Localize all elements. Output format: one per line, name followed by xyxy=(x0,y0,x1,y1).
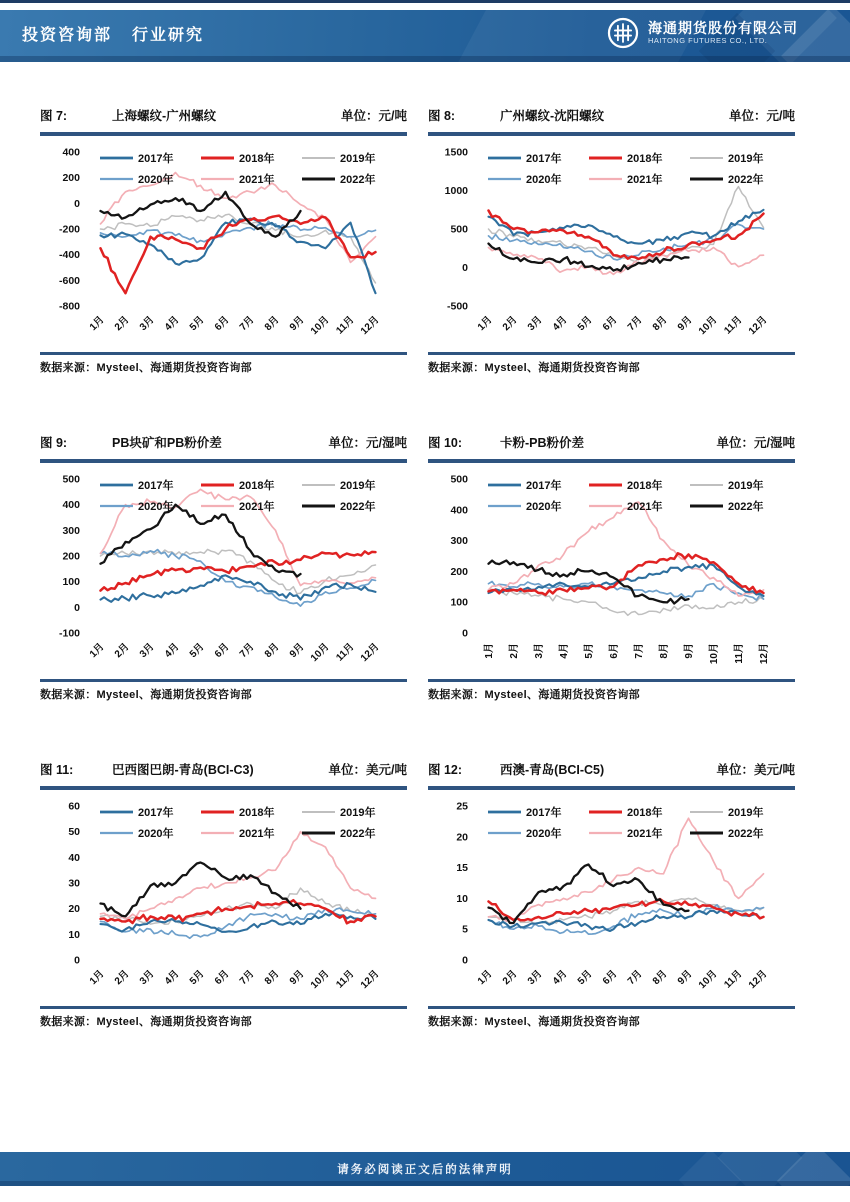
x-tick-label: 5月 xyxy=(187,967,207,987)
line-chart-figure-12 xyxy=(428,792,795,1004)
x-tick-label: 7月 xyxy=(625,967,645,987)
company-name-en: HAITONG FUTURES CO., LTD. xyxy=(648,35,768,45)
x-tick-label: 7月 xyxy=(237,313,257,333)
figure-title: 广州螺纹-沈阳螺纹 xyxy=(500,109,605,123)
x-tick-label: 12月 xyxy=(358,640,382,664)
legend-label: 2019年 xyxy=(340,806,376,819)
figure-title: PB块矿和PB粉价差 xyxy=(112,436,222,450)
x-tick-label: 1月 xyxy=(484,642,495,659)
series-line-2022年 xyxy=(101,504,301,576)
x-tick-label: 10月 xyxy=(308,313,332,337)
x-tick-label: 2月 xyxy=(112,967,132,987)
y-tick-label: -800 xyxy=(58,300,80,312)
y-tick-label: 100 xyxy=(450,596,468,609)
x-tick-label: 5月 xyxy=(187,640,207,660)
x-tick-label: 3月 xyxy=(525,967,545,987)
y-tick-label: 60 xyxy=(68,800,80,812)
x-tick-label: 7月 xyxy=(634,642,645,659)
x-tick-label: 2月 xyxy=(500,967,520,987)
x-tick-label: 9月 xyxy=(287,640,307,660)
x-tick-label: 9月 xyxy=(287,967,307,987)
y-tick-label: -600 xyxy=(58,274,80,287)
y-tick-label: 0 xyxy=(74,197,80,210)
series-line-2018年 xyxy=(101,215,376,293)
chart-title-row xyxy=(428,106,795,130)
x-tick-label: 11月 xyxy=(722,967,745,991)
legend-label: 2021年 xyxy=(627,173,663,186)
x-tick-label: 10月 xyxy=(709,642,720,664)
header-section: 行业研究 xyxy=(132,26,205,44)
chart-block-figure-11 xyxy=(40,760,407,1029)
legend-label: 2019年 xyxy=(340,152,376,165)
y-tick-label: 40 xyxy=(68,851,80,864)
disclaimer-text: 请务必阅读正文后的法律声明 xyxy=(337,1164,513,1176)
charts-grid xyxy=(0,106,850,1029)
legend-label: 2020年 xyxy=(138,500,174,513)
page-top-border xyxy=(0,0,850,3)
y-tick-label: 0 xyxy=(74,954,80,966)
data-source: 数据来源：Mysteel、海通期货投资咨询部 xyxy=(40,1016,252,1028)
legend-label: 2018年 xyxy=(627,806,663,819)
y-tick-label: 5 xyxy=(462,923,468,936)
legend-label: 2020年 xyxy=(526,827,562,840)
legend-label: 2021年 xyxy=(239,500,275,513)
x-tick-label: 12月 xyxy=(358,313,382,337)
x-tick-label: 6月 xyxy=(609,642,620,659)
x-tick-label: 7月 xyxy=(237,967,257,987)
y-tick-label: 0 xyxy=(74,601,80,614)
legend-label: 2018年 xyxy=(627,479,663,492)
x-tick-label: 11月 xyxy=(334,313,357,337)
legend-label: 2017年 xyxy=(138,152,174,165)
line-chart-figure-8 xyxy=(428,138,795,350)
x-tick-label: 5月 xyxy=(575,967,595,987)
legend-label: 2021年 xyxy=(239,173,275,186)
x-tick-label: 9月 xyxy=(675,967,695,987)
company-logo xyxy=(606,10,798,56)
legend-label: 2022年 xyxy=(340,500,376,513)
legend-label: 2019年 xyxy=(728,152,764,165)
line-chart-figure-9 xyxy=(40,465,407,677)
figure-unit: 单位：元/吨 xyxy=(729,109,795,123)
legend-label: 2018年 xyxy=(239,479,275,492)
chart-block-figure-9 xyxy=(40,433,407,702)
series-line-2022年 xyxy=(101,191,301,236)
header-department: 投资咨询部 xyxy=(22,26,113,44)
x-tick-label: 1月 xyxy=(475,313,495,333)
divider-rule xyxy=(428,786,795,790)
figure-label: 图 10: xyxy=(428,436,463,450)
x-tick-label: 6月 xyxy=(212,967,232,987)
figure-unit: 单位：美元/吨 xyxy=(328,763,407,777)
company-name xyxy=(648,21,798,45)
x-tick-label: 10月 xyxy=(308,967,332,991)
chart-title-row xyxy=(428,760,795,784)
line-chart-figure-10 xyxy=(428,465,795,677)
divider-rule xyxy=(428,132,795,136)
legend-label: 2022年 xyxy=(340,827,376,840)
y-tick-label: 200 xyxy=(450,565,468,578)
y-tick-label: 500 xyxy=(450,223,468,235)
chart-title-row xyxy=(40,760,407,784)
figure-label: 图 9: xyxy=(40,436,68,450)
x-tick-label: 1月 xyxy=(87,967,107,987)
page-footer xyxy=(0,1152,850,1186)
x-tick-label: 6月 xyxy=(212,640,232,660)
x-tick-label: 11月 xyxy=(734,642,745,664)
y-tick-label: -500 xyxy=(446,300,468,312)
y-tick-label: -200 xyxy=(58,223,80,235)
x-tick-label: 4月 xyxy=(162,313,182,333)
company-name-cn: 海通期货股份有限公司 xyxy=(648,20,798,37)
figure-title: 卡粉-PB粉价差 xyxy=(500,436,585,450)
data-source: 数据来源：Mysteel、海通期货投资咨询部 xyxy=(428,362,640,374)
series-line-2019年 xyxy=(489,186,764,261)
x-tick-label: 9月 xyxy=(684,642,695,659)
x-tick-label: 4月 xyxy=(550,313,570,333)
series-line-2022年 xyxy=(489,560,689,603)
x-tick-label: 2月 xyxy=(112,640,132,660)
legend-label: 2020年 xyxy=(138,827,174,840)
x-tick-label: 8月 xyxy=(650,967,670,987)
x-tick-label: 4月 xyxy=(559,642,570,659)
y-tick-label: 200 xyxy=(62,550,80,562)
x-tick-label: 2月 xyxy=(509,642,520,659)
header-titles xyxy=(22,10,204,56)
legend-label: 2022年 xyxy=(728,827,764,840)
y-tick-label: 400 xyxy=(62,498,80,511)
legend-label: 2019年 xyxy=(340,479,376,492)
legend-label: 2022年 xyxy=(728,173,764,186)
page-header xyxy=(0,10,850,62)
x-tick-label: 10月 xyxy=(696,313,720,337)
legend-label: 2022年 xyxy=(340,173,376,186)
legend-label: 2018年 xyxy=(239,152,275,165)
y-tick-label: 50 xyxy=(68,825,80,838)
x-tick-label: 6月 xyxy=(212,313,232,333)
y-tick-label: 200 xyxy=(62,171,80,184)
chart-title-row xyxy=(428,433,795,457)
y-tick-label: 15 xyxy=(456,861,468,874)
divider-rule xyxy=(428,459,795,463)
y-tick-label: 300 xyxy=(450,534,468,547)
y-tick-label: 1000 xyxy=(444,184,468,197)
figure-unit: 单位：元/湿吨 xyxy=(328,436,407,450)
legend-label: 2020年 xyxy=(526,500,562,513)
legend-label: 2021年 xyxy=(627,500,663,513)
y-tick-label: 500 xyxy=(450,473,468,485)
legend-label: 2017年 xyxy=(138,806,174,819)
haitong-logo-icon xyxy=(606,16,640,50)
legend-label: 2022年 xyxy=(728,500,764,513)
y-tick-label: 300 xyxy=(62,524,80,537)
y-tick-label: -100 xyxy=(58,627,80,639)
figure-title: 上海螺纹-广州螺纹 xyxy=(112,109,217,123)
divider-rule xyxy=(40,132,407,136)
data-source: 数据来源：Mysteel、海通期货投资咨询部 xyxy=(428,689,640,701)
x-tick-label: 4月 xyxy=(162,640,182,660)
legend-label: 2017年 xyxy=(526,479,562,492)
figure-unit: 单位：美元/吨 xyxy=(716,763,795,777)
figure-label: 图 12: xyxy=(428,763,463,777)
figure-unit: 单位：元/吨 xyxy=(341,109,407,123)
legend-label: 2021年 xyxy=(239,827,275,840)
y-tick-label: 100 xyxy=(62,575,80,588)
legend-label: 2017年 xyxy=(138,479,174,492)
legend-label: 2020年 xyxy=(138,173,174,186)
x-tick-label: 7月 xyxy=(625,313,645,333)
x-tick-label: 12月 xyxy=(358,967,382,991)
chart-block-figure-7 xyxy=(40,106,407,375)
chart-block-figure-12 xyxy=(428,760,795,1029)
legend-label: 2019年 xyxy=(728,479,764,492)
y-tick-label: 10 xyxy=(456,892,468,905)
legend-label: 2019年 xyxy=(728,806,764,819)
x-tick-label: 10月 xyxy=(696,967,720,991)
y-tick-label: -400 xyxy=(58,248,80,261)
legend-label: 2017年 xyxy=(526,806,562,819)
y-tick-label: 10 xyxy=(68,928,80,941)
legend-label: 2017年 xyxy=(526,152,562,165)
x-tick-label: 7月 xyxy=(237,640,257,660)
legend-label: 2018年 xyxy=(627,152,663,165)
x-tick-label: 3月 xyxy=(137,640,157,660)
x-tick-label: 3月 xyxy=(137,967,157,987)
chart-block-figure-10 xyxy=(428,433,795,702)
divider-rule xyxy=(40,786,407,790)
figure-title: 西澳-青岛(BCI-C5) xyxy=(500,763,605,777)
x-tick-label: 2月 xyxy=(500,313,520,333)
y-tick-label: 1500 xyxy=(444,146,468,158)
y-tick-label: 30 xyxy=(68,877,80,889)
x-tick-label: 11月 xyxy=(722,313,745,337)
x-tick-label: 3月 xyxy=(525,313,545,333)
figure-label: 图 7: xyxy=(40,109,68,123)
y-tick-label: 400 xyxy=(62,146,80,158)
divider-rule xyxy=(40,459,407,463)
chart-title-row xyxy=(40,433,407,457)
figure-title: 巴西图巴朗-青岛(BCI-C3) xyxy=(112,763,254,777)
x-tick-label: 11月 xyxy=(334,640,357,664)
x-tick-label: 9月 xyxy=(287,313,307,333)
y-tick-label: 400 xyxy=(450,503,468,516)
line-chart-figure-11 xyxy=(40,792,407,1004)
line-chart-figure-7 xyxy=(40,138,407,350)
x-tick-label: 5月 xyxy=(187,313,207,333)
x-tick-label: 1月 xyxy=(475,967,495,987)
legend-label: 2018年 xyxy=(239,806,275,819)
x-tick-label: 11月 xyxy=(334,967,357,991)
data-source: 数据来源：Mysteel、海通期货投资咨询部 xyxy=(40,689,252,701)
legend-label: 2020年 xyxy=(526,173,562,186)
y-tick-label: 0 xyxy=(462,261,468,274)
x-tick-label: 3月 xyxy=(534,642,545,659)
figure-unit: 单位：元/湿吨 xyxy=(716,436,795,450)
x-tick-label: 4月 xyxy=(162,967,182,987)
x-tick-label: 12月 xyxy=(746,313,770,337)
y-tick-label: 20 xyxy=(456,830,468,843)
x-tick-label: 6月 xyxy=(600,313,620,333)
y-tick-label: 20 xyxy=(68,902,80,915)
x-tick-label: 8月 xyxy=(650,313,670,333)
x-tick-label: 6月 xyxy=(600,967,620,987)
data-source: 数据来源：Mysteel、海通期货投资咨询部 xyxy=(428,1016,640,1028)
y-tick-label: 25 xyxy=(456,800,468,812)
x-tick-label: 8月 xyxy=(659,642,670,659)
x-tick-label: 12月 xyxy=(746,967,770,991)
figure-label: 图 8: xyxy=(428,109,456,123)
x-tick-label: 8月 xyxy=(262,640,282,660)
x-tick-label: 5月 xyxy=(584,642,595,659)
x-tick-label: 2月 xyxy=(112,313,132,333)
legend-label: 2021年 xyxy=(627,827,663,840)
figure-label: 图 11: xyxy=(40,763,74,777)
x-tick-label: 10月 xyxy=(308,640,332,664)
x-tick-label: 9月 xyxy=(675,313,695,333)
x-tick-label: 3月 xyxy=(137,313,157,333)
y-tick-label: 0 xyxy=(462,954,468,966)
series-line-2021年 xyxy=(489,502,764,596)
x-tick-label: 5月 xyxy=(575,313,595,333)
y-tick-label: 0 xyxy=(462,627,468,639)
x-tick-label: 1月 xyxy=(87,313,107,333)
x-tick-label: 8月 xyxy=(262,967,282,987)
chart-title-row xyxy=(40,106,407,130)
y-tick-label: 500 xyxy=(62,473,80,485)
data-source: 数据来源：Mysteel、海通期货投资咨询部 xyxy=(40,362,252,374)
x-tick-label: 1月 xyxy=(87,640,107,660)
x-tick-label: 12月 xyxy=(759,642,770,664)
series-line-2019年 xyxy=(489,589,764,615)
x-tick-label: 8月 xyxy=(262,313,282,333)
chart-block-figure-8 xyxy=(428,106,795,375)
x-tick-label: 4月 xyxy=(550,967,570,987)
